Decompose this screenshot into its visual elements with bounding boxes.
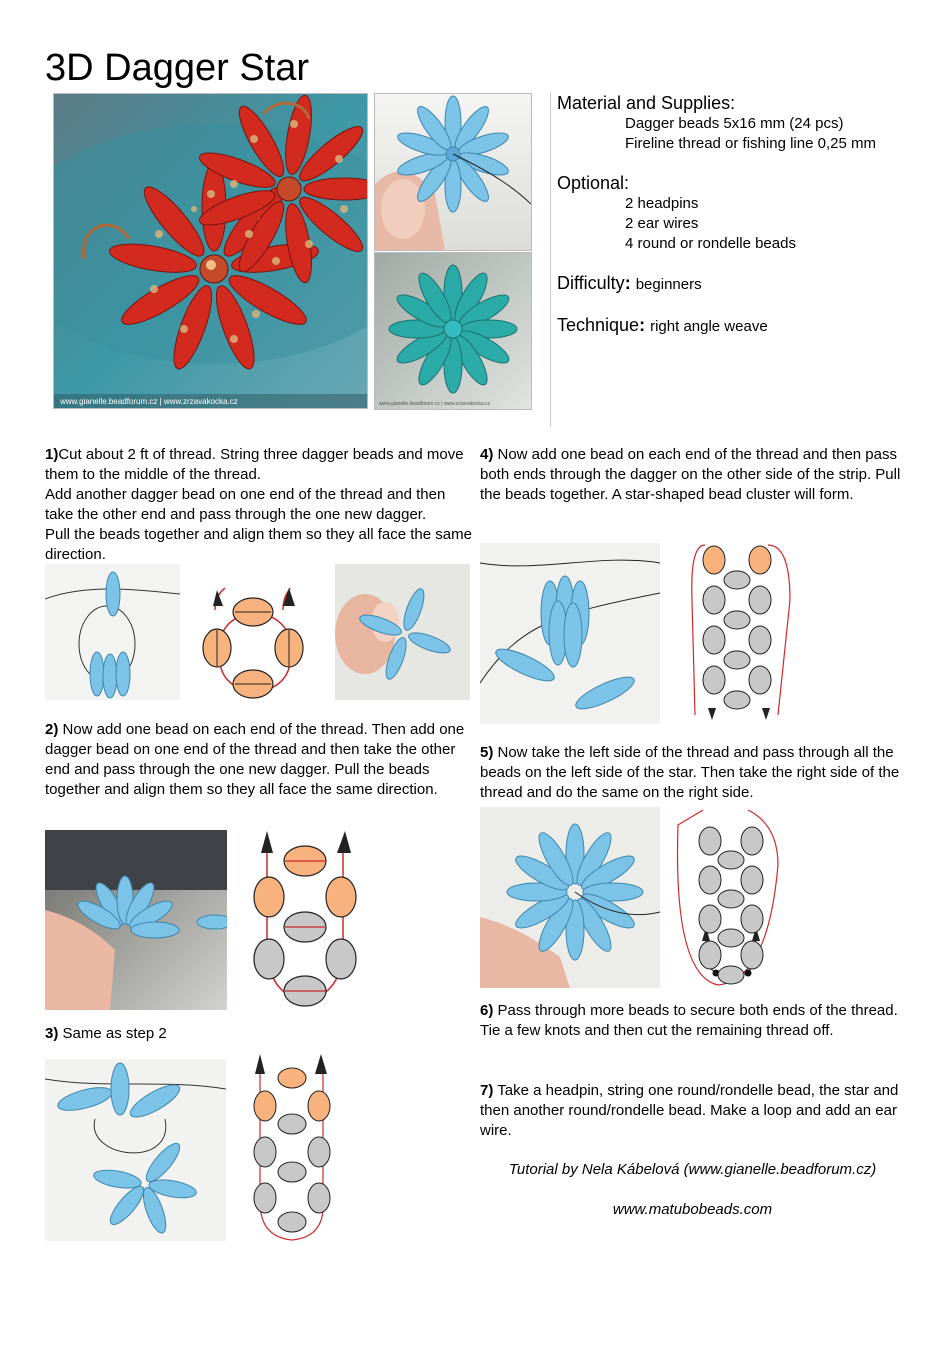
- difficulty-value: beginners: [635, 276, 702, 293]
- optional-heading: Optional:: [557, 173, 630, 193]
- step-text: Now add one bead on each end of the thread and then pass both ends through the dagger on the other side of the strip. Pull the beads together. A star-shaped bead cluster will form.: [480, 446, 901, 503]
- difficulty-line: [557, 272, 927, 296]
- step-1-diagram: [195, 580, 315, 705]
- step-6-text: [480, 1001, 905, 1041]
- step-number: 4): [480, 446, 494, 463]
- tutorial-credit: Tutorial by Nela Kábelová (www.gianelle.beadforum.cz): [508, 1161, 877, 1178]
- step-text: Add another dagger bead on one end of the thread and then take the other end and pass through the one new dagger.: [45, 486, 446, 523]
- material-item: Fireline thread or fishing line 0,25 mm: [625, 135, 876, 152]
- step-number: 5): [480, 744, 494, 761]
- step-4-diagram: [690, 540, 795, 730]
- step-7-text: [480, 1081, 905, 1141]
- step-number: 2): [45, 721, 59, 738]
- step-3-photo: [45, 1059, 226, 1241]
- step-5-text: [480, 743, 905, 803]
- green-star-photo: [374, 252, 532, 410]
- step-1-photo-a: [45, 564, 180, 700]
- step-3-diagram: [245, 1052, 340, 1247]
- step-number: 7): [480, 1082, 494, 1099]
- step-number: 6): [480, 1002, 494, 1019]
- step-4-text: [480, 445, 905, 505]
- technique-separator: :: [639, 315, 646, 335]
- step-2-photo: [45, 830, 227, 1010]
- difficulty-label: Difficulty: [557, 273, 625, 293]
- step-text: Take a headpin, string one round/rondelle bead, the star and then another round/rondelle bead. Make a loop and add an ear wire.: [480, 1082, 899, 1139]
- step-text: Now add one bead on each end of the thread. Then add one dagger bead on one end of the thread and then take the other end and pass through the one new dagger. Pull the beads together and align them so they all face the same direction.: [45, 721, 465, 798]
- materials-heading: Material and Supplies:: [557, 93, 736, 113]
- step-text: Pull the beads together and align them so they all face the same direction.: [45, 526, 472, 563]
- step-1-photo-b: [335, 564, 470, 700]
- step-text: Cut about 2 ft of thread. String three dagger beads and move them to the middle of the thread.: [45, 446, 464, 483]
- step-5-photo: [480, 807, 660, 988]
- blue-star-photo: [374, 93, 532, 251]
- photo-watermark: www.gianelle.beadforum.cz | www.zrzavakocka.cz: [60, 397, 238, 406]
- divider: [550, 92, 551, 427]
- optional-item: 2 headpins: [625, 195, 699, 212]
- step-text: Pass through more beads to secure both ends of the thread. Tie a few knots and then cut the remaining thread off.: [480, 1002, 898, 1039]
- technique-line: [557, 314, 927, 338]
- step-number: 1): [45, 446, 59, 463]
- step-3-text: [45, 1024, 345, 1044]
- step-2-text: [45, 720, 473, 800]
- step-number: 3): [45, 1025, 59, 1042]
- step-5-diagram: [668, 805, 783, 995]
- optional-item: 4 round or rondelle beads: [625, 235, 796, 252]
- earrings-photo: [53, 93, 368, 409]
- optional-item: 2 ear wires: [625, 215, 699, 232]
- difficulty-separator: :: [624, 273, 631, 293]
- step-text: Now take the left side of the thread and pass through all the beads on the left side of the star. Then take the right side of the thread and do the same on the right side.: [480, 744, 900, 801]
- photo-watermark-small: www.gianelle.beadforum.cz | www.zrzavakocka.cz: [379, 401, 491, 407]
- website-link[interactable]: www.matubobeads.com: [612, 1201, 773, 1218]
- technique-value: right angle weave: [650, 318, 768, 335]
- technique-label: Technique: [557, 315, 640, 335]
- material-item: Dagger beads 5x16 mm (24 pcs): [625, 115, 844, 132]
- supplies-section: [557, 92, 927, 338]
- step-4-photo: [480, 543, 660, 724]
- step-1-text: [45, 445, 475, 565]
- page-title: 3D Dagger Star: [45, 47, 310, 89]
- step-text: Same as step 2: [58, 1025, 167, 1042]
- step-2-diagram: [245, 825, 365, 1020]
